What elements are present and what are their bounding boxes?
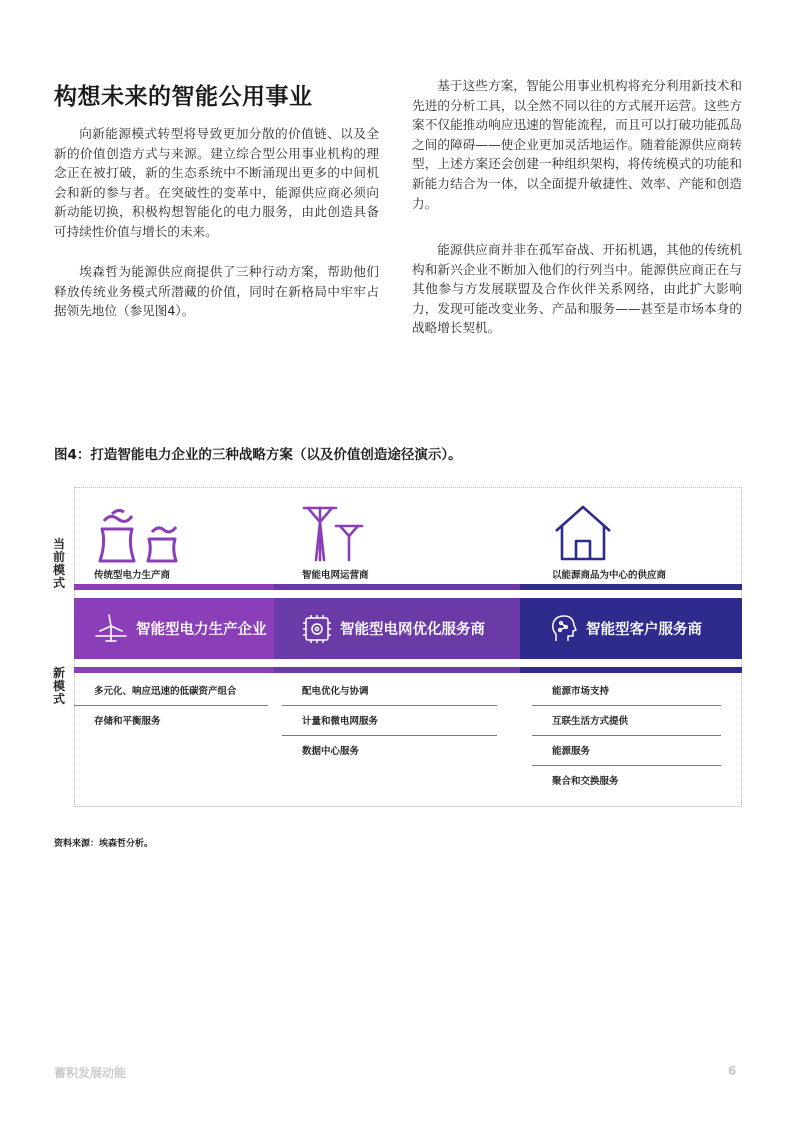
power-pylon-icon: [300, 502, 366, 564]
current-mode-label: 当前模式: [52, 537, 65, 590]
ai-head-icon: [550, 614, 578, 644]
page-number: 6: [728, 1064, 737, 1078]
list-grid: [282, 676, 497, 765]
list-customer: [532, 676, 721, 795]
band-top-3: [520, 584, 742, 590]
list-item: 能源服务: [532, 736, 721, 766]
power-plant-icon: [92, 505, 184, 563]
paragraph-3: 基于这些方案，智能公用事业机构将充分利用新技术和先进的分析工具，以全然不同以往的方式展开运营。这些方案不仅能推动响应迅速的智能流程，而且可以打破功能孤岛之间的障碍——使企业更加灵活地运作。随着能源供应商转型，上述方案还会创建一种组织架构，将传统模式的功能和新能力结合为一体，以全面提升敏捷性、效率、产能和创造力。: [412, 78, 742, 211]
band-top-1: [74, 584, 274, 590]
list-item: 聚合和交换服务: [552, 776, 619, 787]
section-title: 构想未来的智能公用事业: [54, 84, 313, 110]
current-label-generator: 传统型电力生产商: [94, 570, 171, 581]
list-item: 存储和平衡服务: [94, 716, 161, 727]
current-label-grid: 智能电网运营商: [302, 570, 369, 581]
band-smart-customer: [520, 598, 742, 659]
new-mode-label: 新模式: [52, 666, 65, 706]
band-smart-generator: [74, 598, 274, 659]
list-item: 计量和微电网服务: [282, 706, 497, 736]
list-item: 配电优化与协调: [282, 676, 497, 706]
chip-gear-icon: [302, 614, 332, 644]
band-top-2: [274, 584, 520, 590]
current-label-supplier: 以能源商品为中心的供应商: [552, 570, 667, 581]
list-item: 能源市场支持: [532, 676, 721, 706]
paragraph-1: 向新能源模式转型将导致更加分散的价值链、以及全新的价值创造方式与来源。建立综合型公用事业机构的理念正在被打破，新的生态系统中不断涌现出更多的中间机会和新的参与者。在突破性的变革中，能源供应商必须向新动能切换，积极构想智能化的电力服务，由此创造具备可持续性价值与增长的未来。: [54, 126, 379, 239]
figure-title: 图4：打造智能电力企业的三种战略方案（以及价值创造途径演示）。: [54, 447, 462, 463]
band-bottom-2: [274, 667, 520, 673]
list-generator: [74, 676, 268, 735]
list-item: 互联生活方式提供: [532, 706, 721, 736]
list-item: 数据中心服务: [302, 746, 360, 757]
band-smart-grid: [274, 598, 520, 659]
band-label-generator: 智能型电力生产企业: [136, 622, 267, 638]
paragraph-2: 埃森哲为能源供应商提供了三种行动方案，帮助他们释放传统业务模式所潜藏的价值，同时在新格局中牢牢占据领先地位（参见图4）。: [54, 264, 379, 319]
house-icon: [552, 503, 614, 563]
band-bottom-1: [74, 667, 274, 673]
wind-turbine-icon: [94, 614, 128, 644]
band-bottom-3: [520, 667, 742, 673]
source-note: 资料来源：埃森哲分析。: [54, 839, 154, 849]
footer-title: 蓄积发展动能: [54, 1066, 127, 1080]
paragraph-4: 能源供应商并非在孤军奋战、开拓机遇，其他的传统机构和新兴企业不断加入他们的行列当中。能源供应商正在与其他参与方发展联盟及合作伙伴关系网络，由此扩大影响力，发现可能改变业务、产品和服务——甚至是市场本身的战略增长契机。: [412, 242, 742, 336]
band-label-grid: 智能型电网优化服务商: [340, 622, 485, 638]
list-item: 多元化、响应迅速的低碳资产组合: [74, 676, 268, 706]
band-label-customer: 智能型客户服务商: [586, 622, 702, 638]
